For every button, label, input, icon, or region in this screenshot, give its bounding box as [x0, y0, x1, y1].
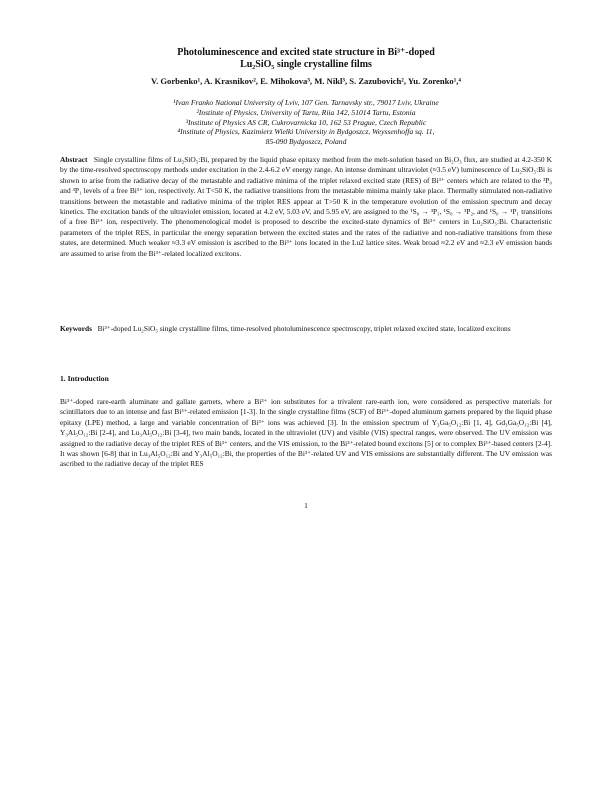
- introduction-paragraph: Bi³⁺-doped rare-earth aluminate and gallate garnets, where a Bi³⁺ ion substitutes for a trivalent rare-earth ion, were considered as perspective materials for scintillators due to an intense and fast Bi³⁺-related emission [1-3]. In the single crystalline films (SCF) of Bi³⁺-doped aluminum garnets prepared by the liquid phase epitaxy (LPE) method, a large and variable concentration of Bi³⁺ ions was achieved [3]. In the emission spectrum of Y₃Ga₅O₁₂:Bi [1, 4], Gd₃Ga₅O₁₂:Bi [4], Y₃Al₅O₁₂:Bi [2-4], and Lu₃Al₅O₁₂:Bi [3-4], two main bands, located in the ultraviolet (UV) and visible (VIS) spectral ranges, were observed. The UV emission was assigned to the radiative decay of the triplet RES of Bi³⁺ centers, and the VIS emission, to the Bi³⁺-related bound excitons [5] or to complex Bi³⁺-based centers [2-4]. It was shown [6-8] that in Lu₃Al₅O₁₂:Bi and Y₃Al₅O₁₂:Bi, the properties of the Bi³⁺-related UV and VIS emissions are substantially different. The UV emission was ascribed to the radiative decay of the triplet RES: [60, 397, 552, 469]
- affiliation-1: ¹Ivan Franko National University of Lviv, 107 Gen. Tarnavsky str., 79017 Lviv, Ukraine: [173, 98, 439, 107]
- affiliations: [60, 98, 552, 147]
- abstract-text: Single crystalline films of Lu₂SiO₅:Bi, prepared by the liquid phase epitaxy method from the melt-solution based on Bi₂O₃ flux, are studied at 4.2-350 K by the time-resolved spectroscopy methods under excitation in the 2.4-6.2 eV energy range. An intense dominant ultraviolet (≈3.5 eV) luminescence of Lu₂SiO₅:Bi is shown to arise from the radiative decay of the metastable and radiative minima of the triplet relaxed excited state (RES) of Bi³⁺ centers which are related to the ³P₀ and ³P₁ levels of a free Bi³⁺ ion, respectively. At T<50 K, the radiative transitions from the metastable minima mainly take place. Thermally stimulated non-radiative transitions between the metastable and radiative minima of the triplet RES appear at T>50 K in the temperature evolution of the emission spectrum and decay kinetics. The excitation bands of the ultraviolet emission, located at 4.2 eV, 5.03 eV, and 5.95 eV, are assigned to the ¹S₀ → ³P₁, ¹S₀ → ³P₂, and ¹S₀ → ¹P₁ transitions of a free Bi³⁺ ion, respectively. The phenomenological model is proposed to describe the excited-state dynamics of Bi³⁺ centers in Lu₂SiO₅:Bi. Characteristic parameters of the triplet RES, in particular the energy separation between the excited states and the rates of the radiative and non-radiative transitions from these states, are determined. Much weaker ≈3.3 eV emission is ascribed to the Bi³⁺ ions located in the Lu2 lattice sites. Weak broad ≈2.2 eV and ≈2.3 eV emission bands are assumed to arise from the Bi³⁺-related localized excitons.: [60, 155, 552, 258]
- affiliation-3: ³Institute of Physics AS CR, Cukrovarnicka 10, 162 53 Prague, Czech Republic: [185, 117, 427, 127]
- abstract-label: Abstract: [60, 155, 88, 164]
- affiliation-2: ²Institute of Physics, University of Tartu, Riia 142, 51014 Tartu, Estonia: [196, 107, 416, 117]
- affiliation-4: ⁴Institute of Physics, Kazimierz Wielki University in Bydgoszcz, Weyssenhoffa sq. 11,: [177, 127, 435, 137]
- title-line-2: Lu₂SiO₅ single crystalline films: [240, 59, 372, 70]
- affiliation-4-cont: 85-090 Bydgoszcz, Poland: [265, 137, 347, 147]
- keywords-label: Keywords: [60, 324, 93, 333]
- keywords: [60, 324, 552, 334]
- keywords-text: Bi³⁺-doped Lu₂SiO₅ single crystalline films, time-resolved photoluminescence spectroscopy, triplet relaxed excited state, localized excitons: [97, 324, 511, 333]
- abstract: [60, 155, 552, 259]
- paper-title: [60, 47, 552, 71]
- section-heading: 1. Introduction: [60, 374, 109, 383]
- author-list: V. Gorbenko¹, A. Krasnikov², E. Mihokova³, M. Nikl³, S. Zazubovich², Yu. Zorenko¹,⁴: [150, 76, 462, 86]
- title-line-1: Photoluminescence and excited state structure in Bi³⁺-doped: [177, 47, 435, 58]
- page-number: 1: [304, 501, 308, 510]
